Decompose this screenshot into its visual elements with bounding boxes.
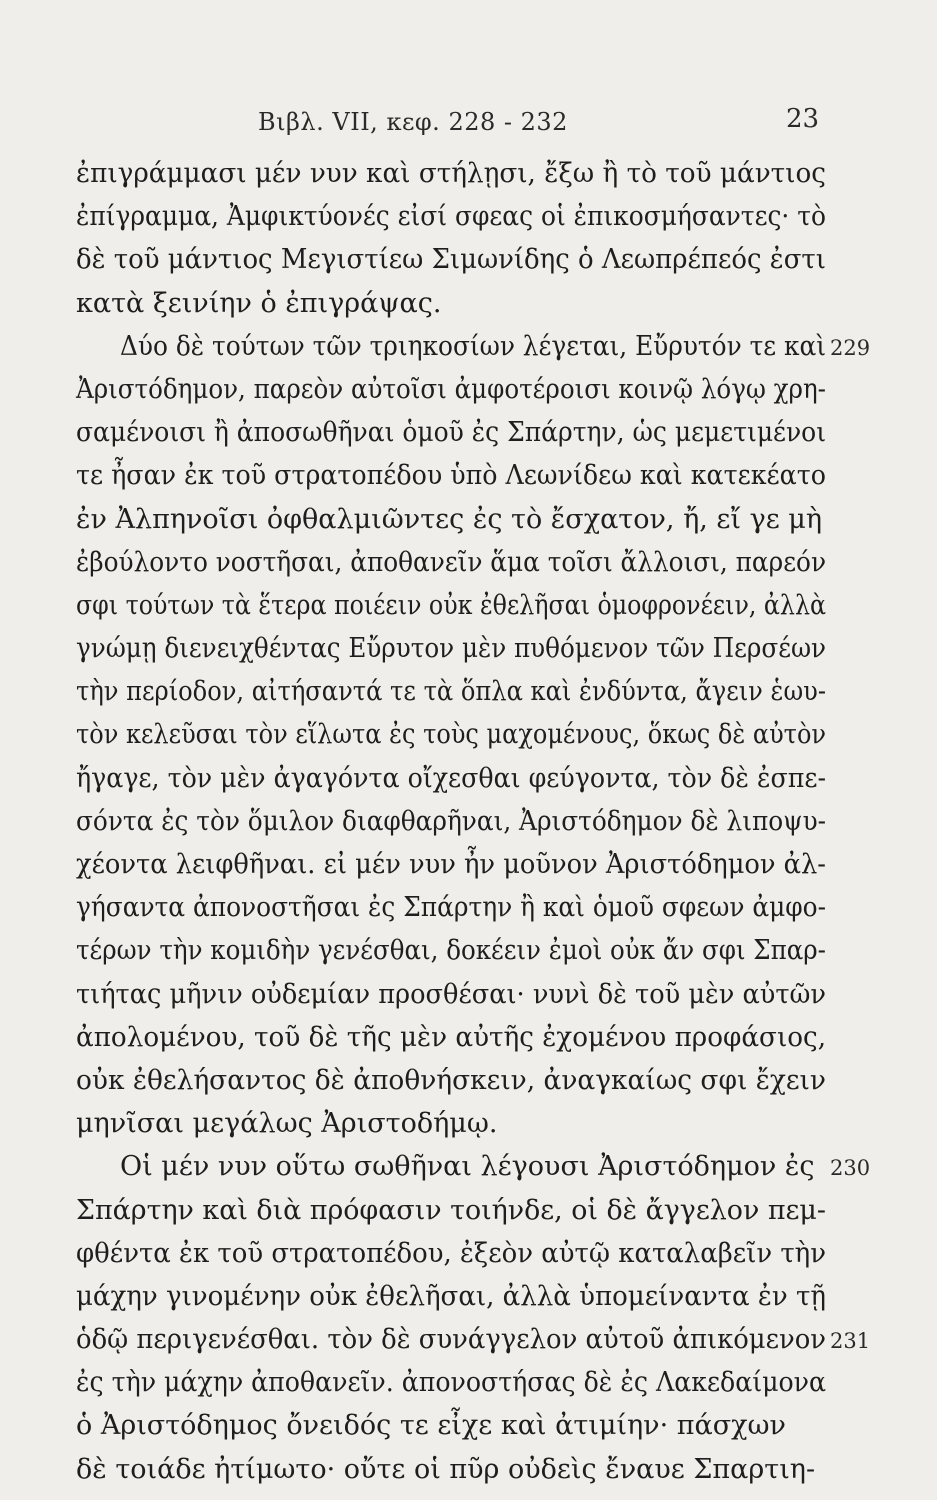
text-line-content: ὁ Ἀριστόδημος ὄνειδός τε εἶχε καὶ ἀτιμίην· πάσχων — [76, 1410, 786, 1442]
text-line — [76, 498, 826, 541]
section-number: 231 — [830, 1329, 871, 1354]
text-line-content: ἐβούλοντο νοστῆσαι, ἀποθανεῖν ἅμα τοῖσι ἄλλοισι, παρεόν — [76, 546, 827, 578]
text-line-content: δὲ τοιάδε ἠτίμωτο· οὔτε οἱ πῦρ οὐδεὶς ἔναυε Σπαρτιη- — [76, 1453, 816, 1485]
text-line — [76, 584, 826, 627]
text-line-content: φθέντα ἐκ τοῦ στρατοπέδου, ἐξεὸν αὐτῷ καταλαβεῖν τὴν — [76, 1237, 826, 1269]
text-line — [76, 1361, 826, 1404]
text-line-content: Ἀριστόδημον, παρεὸν αὐτοῖσι ἀμφοτέροισι κοινῷ λόγῳ χρη- — [76, 373, 826, 405]
text-line — [76, 1232, 826, 1275]
text-line — [76, 152, 826, 195]
text-line — [76, 713, 826, 756]
text-line-content: Σπάρτην καὶ διὰ πρόφασιν τοιήνδε, οἱ δὲ ἄγγελον πεμ- — [76, 1194, 826, 1226]
text-line-content: ὁδῷ περιγενέσθαι. τὸν δὲ συνάγγελον αὐτοῦ ἀπικόμενον — [76, 1324, 826, 1356]
text-line-content: μηνῖσαι μεγάλως Ἀριστοδήμῳ. — [76, 1108, 498, 1140]
text-line-content: δὲ τοῦ μάντιος Μεγιστίεω Σιμωνίδης ὁ Λεωπρέπεός ἐστι — [76, 244, 826, 276]
text-line — [76, 1016, 826, 1059]
text-line-content: τέρων τὴν κομιδὴν γενέσθαι, δοκέειν ἐμοὶ οὐκ ἄν σφι Σπαρ- — [76, 935, 826, 967]
text-line — [76, 1448, 826, 1491]
text-line-content: Οἱ μέν νυν οὕτω σωθῆναι λέγουσι Ἀριστόδημον ἐς — [120, 1151, 815, 1183]
section-number: 230 — [830, 1156, 871, 1181]
text-line — [76, 627, 826, 670]
text-line-content: τὸν κελεῦσαι τὸν εἵλωτα ἐς τοὺς μαχομένους, ὅκως δὲ αὐτὸν — [76, 719, 827, 751]
text-line-content: ἐπιγράμμασι μέν νυν καὶ στήλῃσι, ἔξω ἢ τὸ τοῦ μάντιος — [76, 158, 826, 189]
text-line-content: χέοντα λειφθῆναι. εἰ μέν νυν ἦν μοῦνον Ἀριστόδημον ἀλ- — [76, 849, 826, 880]
text-line-content: σφι τούτων τὰ ἕτερα ποιέειν οὐκ ἐθελῆσαι ὁμοφρονέειν, ἀλλὰ — [76, 589, 826, 621]
text-line-content: τε ἦσαν ἐκ τοῦ στρατοπέδου ὑπὸ Λεωνίδεω καὶ κατεκέατο — [76, 460, 826, 492]
text-line-content: γνώμῃ διενειχθέντας Εὔρυτον μὲν πυθόμενον τῶν Περσέων — [76, 633, 827, 665]
text-line-content: τὴν περίοδον, αἰτήσαντά τε τὰ ὅπλα καὶ ἐνδύντα, ἄγειν ἑωυ- — [76, 676, 826, 708]
text-line — [76, 973, 826, 1016]
text-line-content: οὐκ ἐθελήσαντος δὲ ἀποθνήσκειν, ἀναγκαίως σφι ἔχειν — [76, 1064, 826, 1096]
text-line-content: σόντα ἐς τὸν ὅμιλον διαφθαρῆναι, Ἀριστόδημον δὲ λιποψυ- — [76, 805, 827, 837]
text-line — [76, 368, 826, 411]
text-line — [76, 541, 826, 584]
text-line — [76, 1404, 826, 1447]
running-title: Βιβλ. VII, κεφ. 228 - 232 — [258, 108, 568, 136]
text-line-content: Δύο δὲ τούτων τῶν τριηκοσίων λέγεται, Εὔρυτόν τε καὶ — [120, 330, 827, 362]
text-line — [76, 195, 826, 238]
text-line — [76, 843, 826, 886]
text-line — [76, 411, 826, 454]
text-line — [76, 1102, 826, 1145]
text-line — [76, 1189, 826, 1232]
text-line — [76, 238, 826, 281]
text-line — [76, 1145, 871, 1188]
text-line-content: ἐπίγραμμα, Ἀμφικτύονές εἰσί σφεας οἱ ἐπικοσμήσαντες· τὸ — [76, 201, 827, 233]
text-line — [76, 282, 826, 325]
text-line-content: ἤγαγε, τὸν μὲν ἀγαγόντα οἴχεσθαι φεύγοντα, τὸν δὲ ἐσπε- — [76, 762, 827, 794]
text-line — [76, 1275, 826, 1318]
text-line — [76, 1318, 871, 1361]
text-line-content: ἐν Ἀλπηνοῖσι ὀφθαλμιῶντες ἐς τὸ ἔσχατον, ἤ, εἴ γε μὴ — [76, 503, 823, 535]
text-line — [76, 670, 826, 713]
text-line — [76, 886, 826, 929]
section-number: 229 — [830, 335, 871, 360]
text-line — [76, 454, 826, 497]
text-line-content: τιήτας μῆνιν οὐδεμίαν προσθέσαι· νυνὶ δὲ τοῦ μὲν αὐτῶν — [76, 978, 826, 1010]
text-line-content: ἐς τὴν μάχην ἀποθανεῖν. ἀπονοστήσας δὲ ἐς Λακεδαίμονα — [76, 1367, 827, 1399]
body-text — [76, 152, 871, 1491]
text-line-content: γήσαντα ἀπονοστῆσαι ἐς Σπάρτην ἢ καὶ ὁμοῦ σφεων ἀμφο- — [76, 892, 827, 924]
text-line-content: σαμένοισι ἢ ἀποσωθῆναι ὁμοῦ ἐς Σπάρτην, ὡς μεμετιμένοι — [76, 417, 827, 449]
text-line — [76, 929, 826, 972]
text-line-content: κατὰ ξεινίην ὁ ἐπιγράψας. — [76, 287, 442, 319]
text-line — [76, 1059, 826, 1102]
text-line — [76, 325, 871, 368]
page-number: 23 — [786, 104, 820, 134]
text-line — [76, 757, 826, 800]
text-line-content: ἀπολομένου, τοῦ δὲ τῆς μὲν αὐτῆς ἐχομένου προφάσιος, — [76, 1021, 827, 1053]
text-line — [76, 800, 826, 843]
text-line-content: μάχην γινομένην οὐκ ἐθελῆσαι, ἀλλὰ ὑπομείναντα ἐν τῇ — [76, 1280, 827, 1312]
